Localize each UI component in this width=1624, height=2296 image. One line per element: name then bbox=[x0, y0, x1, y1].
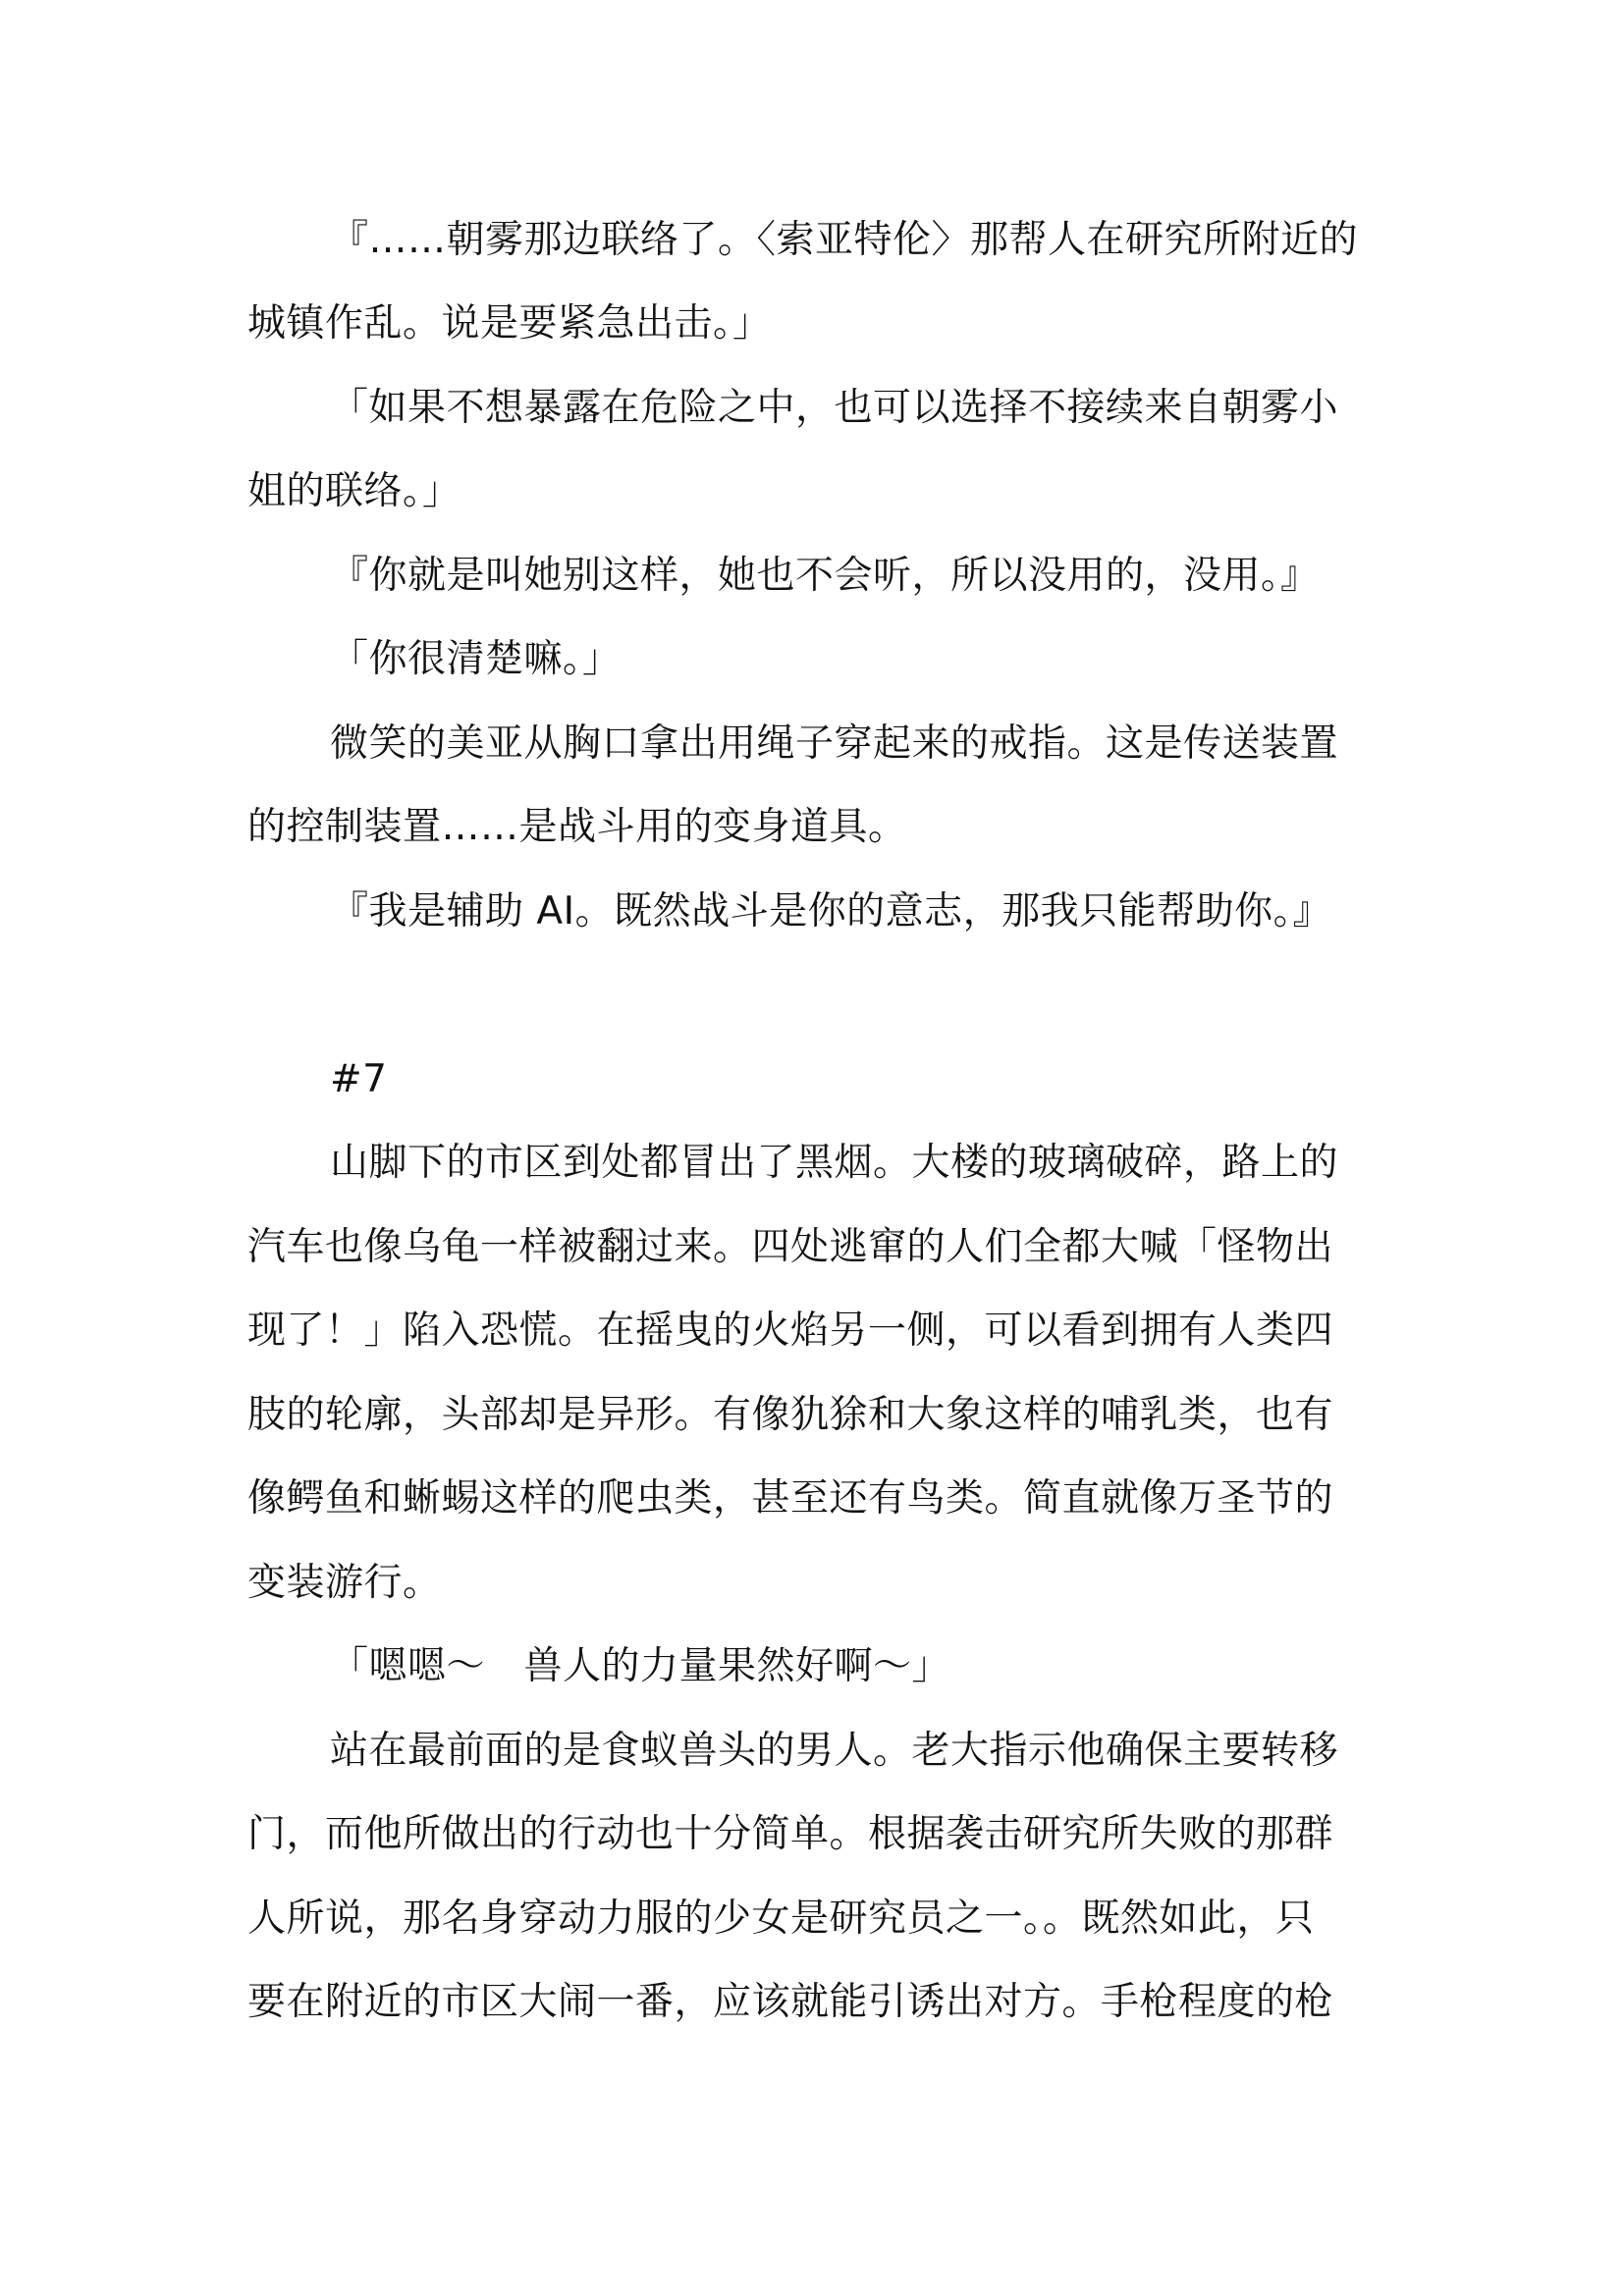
text-line: 『我是辅助 AI。既然战斗是你的意志，那我只能帮助你。』 bbox=[330, 889, 1332, 934]
text-line: 汽车也像乌龟一样被翻过来。四处逃窜的人们全都大喊「怪物出 bbox=[247, 1225, 1334, 1269]
text-line: 变装游行。 bbox=[247, 1561, 442, 1605]
text-line: 站在最前面的是食蚁兽头的男人。老大指示他确保主要转移 bbox=[330, 1729, 1339, 1773]
text-line: 『……朝雾那边联络了。〈索亚特伦〉那帮人在研究所附近的 bbox=[330, 218, 1359, 262]
text-line: 「你很清楚嘛。」 bbox=[330, 637, 622, 681]
text-line: 肢的轮廓，头部却是异形。有像犰狳和大象这样的哺乳类，也有 bbox=[247, 1393, 1334, 1437]
text-line: 要在附近的市区大闹一番，应该就能引诱出对方。手枪程度的枪 bbox=[247, 1980, 1334, 2024]
text-line: 现了！」陷入恐慌。在摇曳的火焰另一侧，可以看到拥有人类四 bbox=[247, 1308, 1334, 1353]
text-line: 山脚下的市区到处都冒出了黑烟。大楼的玻璃破碎，路上的 bbox=[330, 1141, 1339, 1185]
text-line: 『你就是叫她别这样，她也不会听，所以没用的，没用。』 bbox=[330, 554, 1320, 598]
text-line: 像鳄鱼和蜥蜴这样的爬虫类，甚至还有鸟类。简直就像万圣节的 bbox=[247, 1476, 1334, 1521]
text-line: 微笑的美亚从胸口拿出用绳子穿起来的戒指。这是传送装置 bbox=[330, 721, 1339, 766]
text-line: 人所说，那名身穿动力服的少女是研究员之一。。既然如此，只 bbox=[247, 1896, 1315, 1941]
text-line: 「嗯嗯～ 兽人的力量果然好啊～」 bbox=[330, 1644, 951, 1688]
text-line: 「如果不想暴露在危险之中，也可以选择不接续来自朝雾小 bbox=[330, 386, 1339, 430]
text-line: 门，而他所做出的行动也十分简单。根据袭击研究所失败的那群 bbox=[247, 1812, 1334, 1856]
chapter-marker: #7 bbox=[330, 1057, 388, 1101]
text-line: 姐的联络。」 bbox=[247, 469, 461, 513]
text-line: 城镇作乱。说是要紧急出击。」 bbox=[247, 301, 772, 346]
text-line: 的控制装置……是战斗用的变身道具。 bbox=[247, 805, 907, 849]
